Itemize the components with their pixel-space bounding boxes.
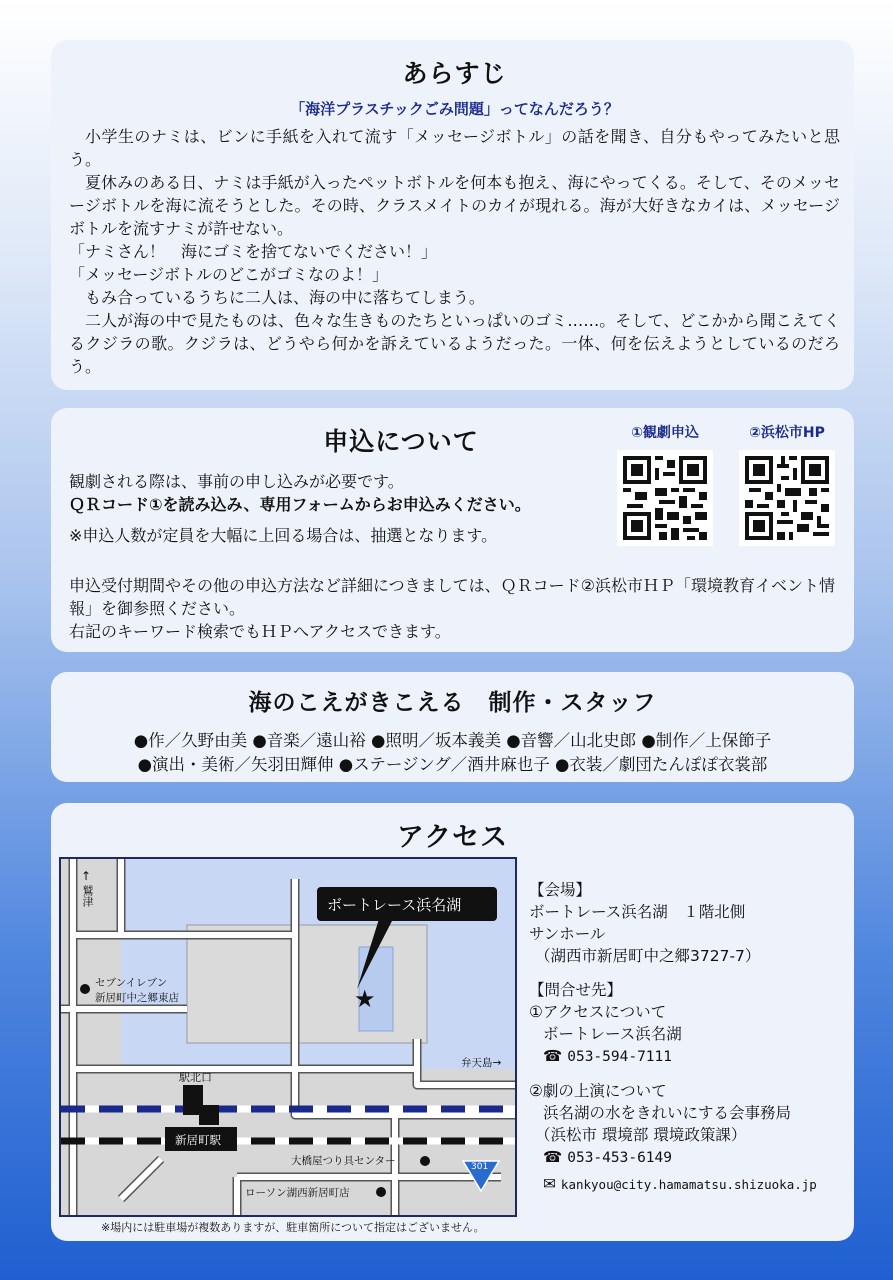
venue-heading: 【会場】 — [529, 881, 592, 899]
qr-apply[interactable] — [617, 422, 713, 546]
synopsis-paragraph: 小学生のナミは、ビンに手紙を入れて流す「メッセージボトル」の話を聞き、自分もやってみたいと思う。 — [69, 127, 840, 169]
access-title: アクセス — [396, 822, 509, 853]
apply-card — [51, 408, 854, 652]
poi-dot-icon — [420, 1156, 430, 1166]
star-icon: ★ — [354, 985, 376, 1013]
synopsis-paragraph: もみ合っているうちに二人は、海の中に落ちてしまう。 — [85, 288, 485, 307]
qr-code-icon[interactable] — [617, 450, 713, 546]
venue-line: サンホール — [529, 925, 606, 943]
access-card — [51, 803, 854, 1241]
contact2-tel[interactable]: 053-453-6149 — [567, 1150, 672, 1166]
synopsis-paragraph: 二人が海の中で見たものは、色々な生きものたちといっぱいのゴミ……。そして、どこかから聞こえてくるクジラの歌。クジラは、どうやら何かを訴えているようだった。一体、何を伝えようとしているのだろう。 — [69, 311, 840, 376]
poi-dot-icon — [80, 984, 90, 994]
apply-line: 申込受付期間やその他の申込方法など詳細につきましては、ＱＲコード②浜松市ＨＰ「環境教育イベント情報」を御参照ください。 — [69, 576, 836, 618]
map-label-station: 新居町駅 — [175, 1133, 221, 1147]
access-map — [59, 857, 517, 1217]
synopsis-paragraph: 「ナミさん！ 海にゴミを捨てないでください！」 — [69, 242, 438, 261]
venue-line: ボートレース浜名湖 １階北側 — [529, 903, 746, 921]
qr-apply-label: ①観劇申込 — [631, 425, 699, 441]
map-callout-text: ボートレース浜名湖 — [327, 896, 462, 914]
map-label-ohashiya: 大橋屋つり具センター — [291, 1155, 396, 1167]
map-label-lawson: ローソン湖西新居町店 — [245, 1187, 350, 1199]
synopsis-paragraph: 「メッセージボトルのどこがゴミなのよ！」 — [69, 265, 389, 284]
contact2-org: 浜名湖の水をきれいにする会事務局 — [543, 1104, 792, 1122]
north-arrow-icon: ↑ — [81, 869, 92, 883]
apply-line: ※申込人数が定員を大幅に上回る場合は、抽選となります。 — [69, 526, 498, 545]
contact1-org: ボートレース浜名湖 — [543, 1025, 682, 1043]
contact-email — [529, 1173, 817, 1196]
access-info — [529, 879, 817, 1196]
contact-heading: 【問合せ先】 — [529, 981, 623, 999]
staff-line: ●作／久野由美 ●音楽／遠山裕 ●照明／坂本義美 ●音響／山北史郎 ●制作／上保節子 — [133, 731, 772, 750]
apply-line: 右記のキーワード検索でもＨＰへアクセスできます。 — [69, 622, 451, 641]
venue-address: （湖西市新居町中之郷3727-7） — [535, 947, 761, 965]
parking-footnote: ※場内には駐車場が複数ありますが、駐車箇所について指定はございません。 — [101, 1221, 485, 1234]
contact1-phone — [529, 1045, 817, 1068]
synopsis-title: あらすじ — [402, 59, 507, 88]
map-label-seven-2: 新居町中之郷東店 — [95, 992, 179, 1004]
map-label-benten: 弁天島→ — [461, 1057, 502, 1069]
email-link[interactable]: kankyou@city.hamamatsu.shizuoka.jp — [560, 1177, 817, 1192]
contact1-title: ①アクセスについて — [529, 1003, 667, 1021]
apply-line: ＱＲコード①を読み込み、専用フォームからお申込みください。 — [69, 495, 531, 514]
phone-icon: ☎ — [543, 1047, 568, 1065]
staff-title: 海のこえがきこえる 制作・スタッフ — [248, 690, 657, 716]
contact2-phone — [529, 1146, 817, 1169]
map-label-washizu: 鷲津 — [81, 885, 94, 907]
staff-line: ●演出・美術／矢羽田輝伸 ●ステージング／酒井麻也子 ●衣装／劇団たんぽぽ衣裳部 — [137, 755, 768, 774]
synopsis-subtitle: 「海洋プラスチックごみ問題」ってなんだろう？ — [290, 100, 619, 118]
qr-hamamatsu[interactable] — [739, 422, 835, 546]
synopsis-paragraph: 夏休みのある日、ナミは手紙が入ったペットボトルを何本も抱え、海にやってくる。そして、そのメッセージボトルを海に流そうとした。その時、クラスメイトのカイが現れる。海が大好きなカイは、メッセージボトルを流すナミが許せない。 — [69, 173, 840, 238]
staff-card — [51, 672, 854, 782]
contact2-title: ②劇の上演について — [529, 1082, 667, 1100]
map-label-route: 301 — [471, 1162, 489, 1172]
map-label-station-north: 駅北口 — [179, 1071, 212, 1084]
phone-icon: ☎ — [543, 1148, 568, 1166]
apply-text — [69, 470, 669, 547]
apply-line: 観劇される際は、事前の申し込みが必要です。 — [69, 472, 404, 491]
contact1-tel[interactable]: 053-594-7111 — [567, 1049, 672, 1065]
qr-code-icon[interactable] — [739, 450, 835, 546]
map-label-seven-1: セブンイレブン — [95, 977, 168, 989]
apply-title: 申込について — [323, 427, 479, 456]
poi-dot-icon — [376, 1187, 386, 1197]
apply-text-2 — [69, 574, 839, 643]
synopsis-card — [51, 40, 854, 390]
mail-icon: ✉ — [543, 1175, 561, 1193]
qr-hamamatsu-label: ②浜松市HP — [749, 425, 825, 441]
contact2-dept: （浜松市 環境部 環境政策課） — [535, 1126, 747, 1144]
